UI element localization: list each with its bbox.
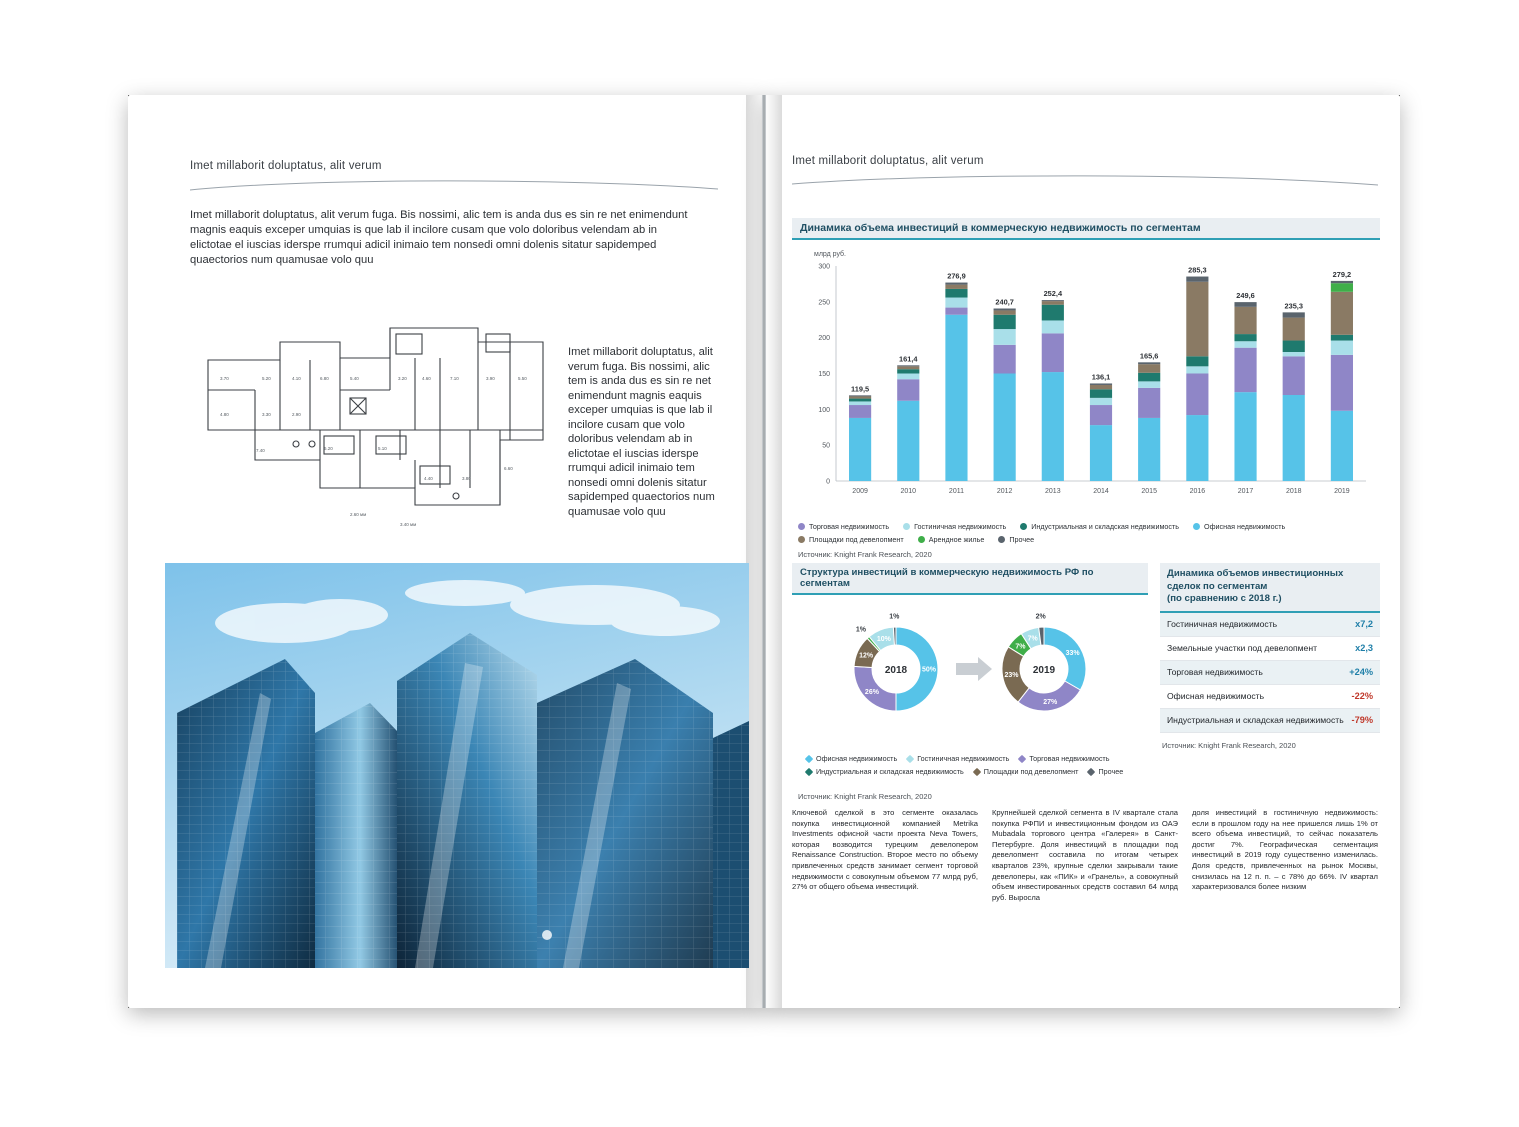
chart1-legend (792, 522, 1380, 544)
svg-text:119,5: 119,5 (851, 384, 870, 394)
chart2-legend-item (806, 767, 964, 776)
kpi-label: Земельные участки под девелопмент (1167, 642, 1318, 653)
chart1-legend-item (798, 522, 889, 531)
kpi-row (1160, 661, 1380, 685)
kpi-row (1160, 709, 1380, 733)
svg-text:33%: 33% (1065, 650, 1080, 657)
article-columns (792, 808, 1380, 903)
chart1-legend-item (918, 535, 985, 544)
svg-text:2010: 2010 (900, 488, 917, 495)
svg-text:1%: 1% (889, 613, 900, 621)
legend-color-swatch (1018, 754, 1026, 762)
left-page-header: Imet millaborit doluptatus, alit verum (190, 160, 382, 172)
svg-text:3.20: 3.20 (398, 376, 407, 381)
legend-label: Прочее (1098, 767, 1124, 776)
svg-text:2015: 2015 (1141, 488, 1157, 495)
investment-dynamics-chart-panel (792, 218, 1380, 559)
chart2-legend-item (974, 767, 1079, 776)
legend-label: Торговая недвижимость (809, 522, 890, 531)
svg-text:2.60 мм: 2.60 мм (350, 512, 367, 517)
kpi-label: Офисная недвижимость (1167, 690, 1265, 701)
svg-text:7.10: 7.10 (450, 376, 459, 381)
svg-text:100: 100 (818, 406, 830, 414)
svg-text:2018: 2018 (1285, 488, 1302, 495)
kpi-value: х2,3 (1355, 642, 1373, 653)
svg-text:12%: 12% (859, 652, 874, 660)
legend-color-swatch (798, 523, 805, 530)
svg-text:5.10: 5.10 (378, 446, 387, 451)
svg-text:3.40 мм: 3.40 мм (400, 522, 417, 527)
kpi-row (1160, 637, 1380, 661)
article-column-3: доля инвестиций в гостиничную недвижимость: если в прошлом году на нее пришелся лишь 1% от всего объема инвестиций, то сейчас показатель достиг 7%. Географическая сегментация инвестиций в 2019 году существенно изменилась. Доля средств, привлеченных на рынок Москвы, снизилась на 12 п. п. – с 78% до 66%. IV квартал характеризовался более низким (1192, 808, 1378, 892)
svg-text:26%: 26% (864, 689, 879, 697)
svg-text:6.80: 6.80 (320, 376, 329, 381)
legend-color-swatch (918, 536, 925, 543)
legend-color-swatch (998, 536, 1005, 543)
left-page-content (190, 160, 720, 268)
legend-label: Арендное жилье (928, 535, 985, 544)
legend-color-swatch (973, 767, 981, 775)
svg-text:3.30: 3.30 (262, 412, 271, 417)
svg-text:4.10: 4.10 (292, 376, 301, 381)
svg-text:3.80: 3.80 (462, 476, 471, 481)
svg-text:136,1: 136,1 (1091, 372, 1111, 382)
kpi-title-line3: (по сравнению с 2018 г.) (1167, 593, 1282, 604)
kpi-title-line1: Динамика объемов инвестиционных (1167, 568, 1344, 579)
svg-text:250: 250 (818, 299, 830, 307)
chart2-legend-item (1088, 767, 1123, 776)
svg-text:2019: 2019 (1032, 665, 1056, 676)
svg-text:5.50: 5.50 (518, 376, 527, 381)
svg-text:2.90: 2.90 (292, 412, 301, 417)
chart1-legend-item (903, 522, 1006, 531)
svg-text:4.40: 4.40 (424, 476, 433, 481)
kpi-rows (1160, 613, 1380, 733)
chart1-legend-item (1193, 522, 1285, 531)
svg-text:4.80: 4.80 (220, 412, 229, 417)
kpi-title-line2: сделок по сегментам (1167, 580, 1268, 592)
svg-text:252,4: 252,4 (1043, 289, 1063, 299)
left-intro-paragraph: Imet millaborit doluptatus, alit verum fuga. Bis nossimi, alic tem is anda dus es sin re net enimendunt magnis eaquis exceper umquias is que lab il incilore cusam que volo doloribus velendam ab in elictotae el iuscias iderspe rrumqui adicil inimaio tem nonsedi omni dolenis sitatur sapidemped quaectorios num quamusae volo quu (190, 209, 688, 266)
right-page-content (792, 155, 1382, 191)
svg-text:4.60: 4.60 (422, 376, 431, 381)
legend-color-swatch (1193, 523, 1200, 530)
legend-label: Индустриальная и складская недвижимость (1031, 522, 1180, 531)
svg-text:2014: 2014 (1093, 488, 1109, 495)
chart1-title: Динамика объема инвестиций в коммерческую недвижимость по сегментам (792, 218, 1380, 240)
article-column-1: Ключевой сделкой в это сегменте оказалась покупка инвестиционной компанией Metrika Investments офисной части проекта Neva Towers, которая возводится турецким девелопером Renaissance Construction. Второе место по объему привлеченных средств занимает сегмент торговой недвижимости с совокупным объемом 77 млрд руб, 27% от общего объема инвестиций. (792, 808, 978, 892)
chart2-title: Структура инвестиций в коммерческую недвижимость РФ по сегментам (792, 563, 1148, 595)
kpi-value: +24% (1349, 666, 1373, 677)
svg-text:3.90: 3.90 (486, 376, 495, 381)
chart2-legend-item (806, 754, 897, 763)
structure-donuts-panel (792, 563, 1148, 801)
donut-charts (792, 595, 1148, 745)
segment-dynamics-kpi-panel (1160, 563, 1380, 750)
svg-text:5.40: 5.40 (350, 376, 359, 381)
svg-text:2%: 2% (1035, 613, 1046, 621)
svg-text:2018: 2018 (884, 665, 908, 676)
kpi-label: Гостиничная недвижимость (1167, 618, 1278, 629)
svg-text:2017: 2017 (1237, 488, 1254, 495)
kpi-row (1160, 613, 1380, 637)
chart2-legend-item (907, 754, 1009, 763)
left-header-rule (190, 176, 720, 196)
stacked-bar-chart (792, 240, 1380, 515)
legend-color-swatch (805, 754, 813, 762)
skyscraper-glass-towers-photo (165, 563, 749, 968)
svg-text:165,6: 165,6 (1139, 351, 1159, 361)
kpi-panel-title (1160, 563, 1380, 613)
right-page-header: Imet millaborit doluptatus, alit verum (792, 155, 984, 167)
svg-text:6.20: 6.20 (324, 446, 333, 451)
svg-text:300: 300 (818, 263, 830, 271)
svg-text:249,6: 249,6 (1236, 291, 1255, 301)
svg-text:2013: 2013 (1045, 488, 1061, 495)
legend-label: Индустриальная и складская недвижимость (816, 767, 964, 776)
legend-color-swatch (798, 536, 805, 543)
left-side-paragraph: Imet millaborit doluptatus, alit verum fuga. Bis nossimi, alic tem is anda dus es sin re net enimendunt magnis eaquis exceper umquias is que lab il incilore cusam que volo doloribus velendam ab in elictotae el iuscias iderspe rrumqui adicil inimaio tem nonsedi omni dolenis sitatur sapidemped quaectorios num quamusae volo quu (568, 346, 715, 518)
legend-color-swatch (1020, 523, 1027, 530)
svg-text:0: 0 (826, 478, 830, 486)
svg-text:2009: 2009 (852, 488, 868, 495)
svg-text:6.60: 6.60 (504, 466, 513, 471)
svg-text:2011: 2011 (948, 488, 964, 495)
svg-text:2016: 2016 (1189, 488, 1206, 495)
svg-text:7%: 7% (1015, 643, 1026, 651)
right-header-rule (792, 171, 1380, 191)
kpi-label: Торговая недвижимость (1167, 666, 1263, 677)
svg-text:5.20: 5.20 (262, 376, 271, 381)
svg-text:2019: 2019 (1334, 488, 1350, 495)
kpi-value: -79% (1351, 714, 1373, 725)
svg-text:276,9: 276,9 (947, 271, 966, 281)
svg-text:23%: 23% (1004, 672, 1019, 680)
chart1-source: Источник: Knight Frank Research, 2020 (798, 550, 932, 559)
svg-text:235,3: 235,3 (1284, 301, 1303, 311)
svg-text:240,7: 240,7 (995, 297, 1014, 307)
svg-text:50: 50 (822, 442, 830, 450)
kpi-value: -22% (1351, 690, 1373, 701)
chart2-source: Источник: Knight Frank Research, 2020 (798, 792, 932, 801)
chart1-legend-item (998, 535, 1034, 544)
chart1-legend-item (798, 535, 904, 544)
svg-text:10%: 10% (876, 635, 891, 643)
legend-label: Площадки под девелопмент (809, 535, 904, 544)
kpi-row (1160, 685, 1380, 709)
svg-text:150: 150 (818, 371, 830, 378)
legend-label: Офисная недвижимость (1204, 522, 1286, 531)
book-spine (762, 95, 766, 1008)
legend-label: Прочее (1009, 535, 1035, 544)
legend-color-swatch (1087, 767, 1095, 775)
svg-text:3.70: 3.70 (220, 376, 229, 381)
svg-text:7.40: 7.40 (256, 448, 265, 453)
kpi-source: Источник: Knight Frank Research, 2020 (1162, 740, 1296, 750)
legend-color-swatch (906, 754, 914, 762)
legend-color-swatch (903, 523, 910, 530)
svg-text:285,3: 285,3 (1188, 265, 1207, 275)
svg-text:7%: 7% (1027, 635, 1038, 643)
kpi-value: х7,2 (1355, 618, 1373, 629)
svg-text:161,4: 161,4 (899, 354, 918, 364)
svg-text:279,2: 279,2 (1332, 269, 1352, 279)
chart2-legend-item (1019, 754, 1109, 763)
floor-plan-drawing (200, 320, 550, 540)
chart1-legend-item (1020, 522, 1179, 531)
svg-text:млрд руб.: млрд руб. (814, 251, 847, 258)
legend-label: Офисная недвижимость (816, 754, 898, 763)
chart2-legend (792, 754, 1148, 776)
svg-text:1%: 1% (855, 626, 867, 634)
article-column-2: Крупнейшей сделкой сегмента в IV квартале стала покупка РФПИ и инвестиционным фондом из ОАЭ Mubadala торгового центра «Галерея» в Санкт-Петербурге. Доля инвестиций в площадки под девелопмент составила по итогам четырех кварталов 23%, крупные сделки закрывали такие девелоперы, как «ПИК» и «Гранель», а совокупный объем инвестированных средств составил 64 млрд руб. Выросла (992, 808, 1178, 902)
legend-label: Гостиничная недвижимость (917, 754, 1010, 763)
legend-label: Площадки под девелопмент (983, 767, 1079, 776)
legend-label: Гостиничная недвижимость (914, 522, 1007, 531)
svg-text:200: 200 (818, 335, 830, 343)
legend-color-swatch (805, 767, 813, 775)
legend-label: Торговая недвижимость (1029, 754, 1110, 763)
kpi-label: Индустриальная и складская недвижимость (1167, 714, 1344, 725)
svg-text:50%: 50% (921, 666, 937, 674)
svg-text:27%: 27% (1043, 698, 1058, 706)
svg-text:2012: 2012 (996, 488, 1013, 495)
